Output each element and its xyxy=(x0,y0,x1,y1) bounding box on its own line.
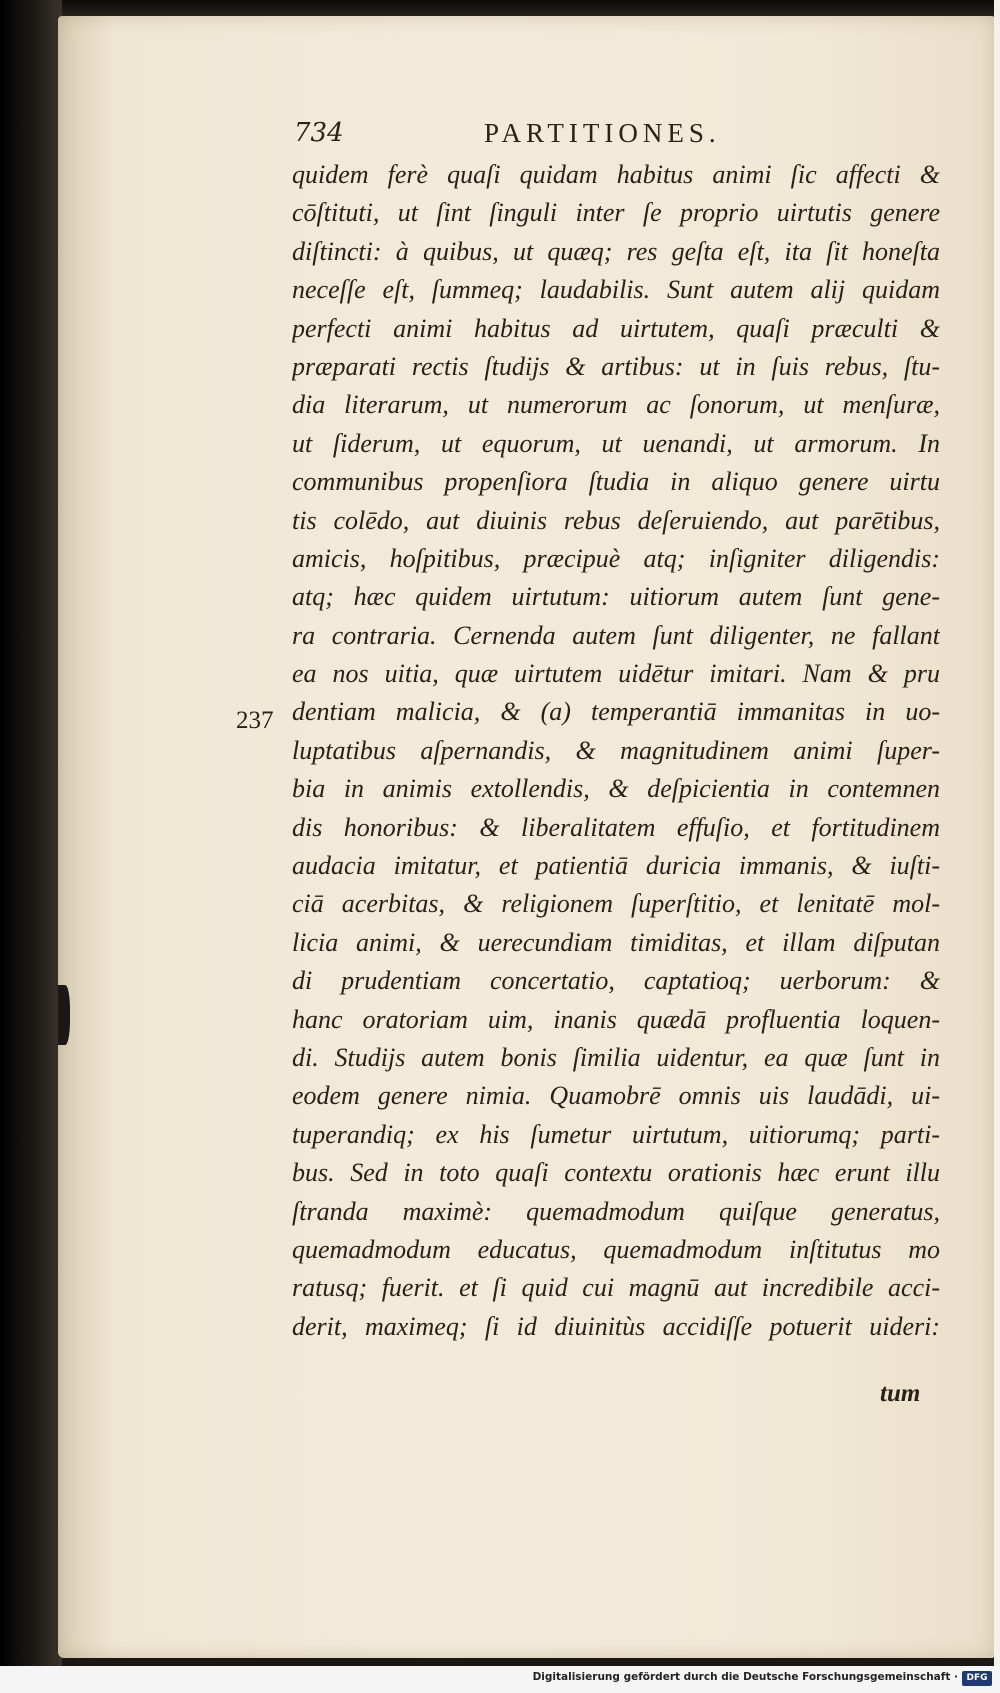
text-line: eodem genere nimia. Quamobrē omnis uis laudādi, ui- xyxy=(292,1081,940,1111)
text-line: bus. Sed in toto quaſi contextu orationis hæc erunt illu xyxy=(292,1158,940,1188)
text-line: diſtincti: à quibus, ut quæq; res geſta eſt, ita ſit honeſta xyxy=(292,236,940,266)
dfg-logo: DFG xyxy=(962,1671,992,1686)
text-line: ratusq; fuerit. et ſi quid cui magnū aut incredibile acci- xyxy=(292,1273,940,1303)
text-line: ut ſiderum, ut equorum, ut uenandi, ut armorum. In xyxy=(292,428,940,458)
body-text xyxy=(292,156,940,1346)
text-line: derit, maximeq; ſi id diuinitùs accidiſſe potuerit uideri: xyxy=(292,1311,940,1341)
text-line: dentiam malicia, & (a) temperantiā immanitas in uo- xyxy=(292,697,940,727)
text-line: dia literarum, ut numerorum ac ſonorum, ut menſuræ, xyxy=(292,390,940,420)
text-line: communibus propenſiora ſtudia in aliquo genere uirtu xyxy=(292,467,940,497)
text-line: hanc oratoriam uim, inanis quædā profluentia loquen- xyxy=(292,1004,940,1034)
text-line: atq; hæc quidem uirtutum: uitiorum autem ſunt gene- xyxy=(292,582,940,612)
page-edge-tear xyxy=(58,985,70,1045)
text-line: quidem ferè quaſi quidam habitus animi ſic affecti & xyxy=(292,160,940,189)
text-line: amicis, hoſpitibus, præcipuè atq; inſigniter diligendis: xyxy=(292,543,940,573)
funding-credit: Digitalisierung gefördert durch die Deutsche Forschungsgemeinschaft · xyxy=(532,1671,958,1683)
text-line: ea nos uitia, quæ uirtutem uidētur imitari. Nam & pru xyxy=(292,659,940,689)
scan-right-border xyxy=(994,0,1000,1693)
book-gutter-shadow xyxy=(0,0,62,1693)
text-line: di prudentiam concertatio, captatioq; uerborum: & xyxy=(292,966,940,996)
text-line: cōſtituti, ut ſint ſinguli inter ſe proprio uirtutis genere xyxy=(292,198,940,228)
text-line: ſtranda maximè: quemadmodum quiſque generatus, xyxy=(292,1196,940,1226)
text-line: luptatibus aſpernandis, & magnitudinem animi ſuper- xyxy=(292,735,940,765)
text-line: di. Studijs autem bonis ſimilia uidentur, ea quæ ſunt in xyxy=(292,1042,940,1072)
text-line: audacia imitatur, et patientiā duricia immanis, & iuſti- xyxy=(292,851,940,881)
text-line: licia animi, & uerecundiam timiditas, et illam diſputan xyxy=(292,927,940,957)
footer-bar xyxy=(0,1666,1000,1693)
text-line: quemadmodum educatus, quemadmodum inſtitutus mo xyxy=(292,1234,940,1264)
text-line: dis honoribus: & liberalitatem effuſio, et fortitudinem xyxy=(292,812,940,842)
text-line: neceſſe eſt, ſummeq; laudabilis. Sunt autem alij quidam xyxy=(292,275,940,305)
margin-note: 237 xyxy=(236,707,274,734)
running-head: PARTITIONES. xyxy=(484,118,721,148)
text-line: ciā acerbitas, & religionem ſuperſtitio, et lenitatē mol- xyxy=(292,889,940,919)
catchword: tum xyxy=(880,1380,921,1407)
page-header xyxy=(294,118,814,154)
text-line: præparati rectis ſtudijs & artibus: ut in ſuis rebus, ſtu- xyxy=(292,351,940,381)
text-line: tis colēdo, aut diuinis rebus deſeruiendo, aut parētibus, xyxy=(292,505,940,535)
text-line: bia in animis extollendis, & deſpicientia in contemnen xyxy=(292,774,940,804)
text-line: tuperandiq; ex his ſumetur uirtutum, uitiorumq; parti- xyxy=(292,1119,940,1149)
text-line: ra contraria. Cernenda autem ſunt diligenter, ne fallant xyxy=(292,620,940,650)
page-number: 734 xyxy=(294,118,344,148)
text-line: perfecti animi habitus ad uirtutem, quaſi præculti & xyxy=(292,313,940,343)
